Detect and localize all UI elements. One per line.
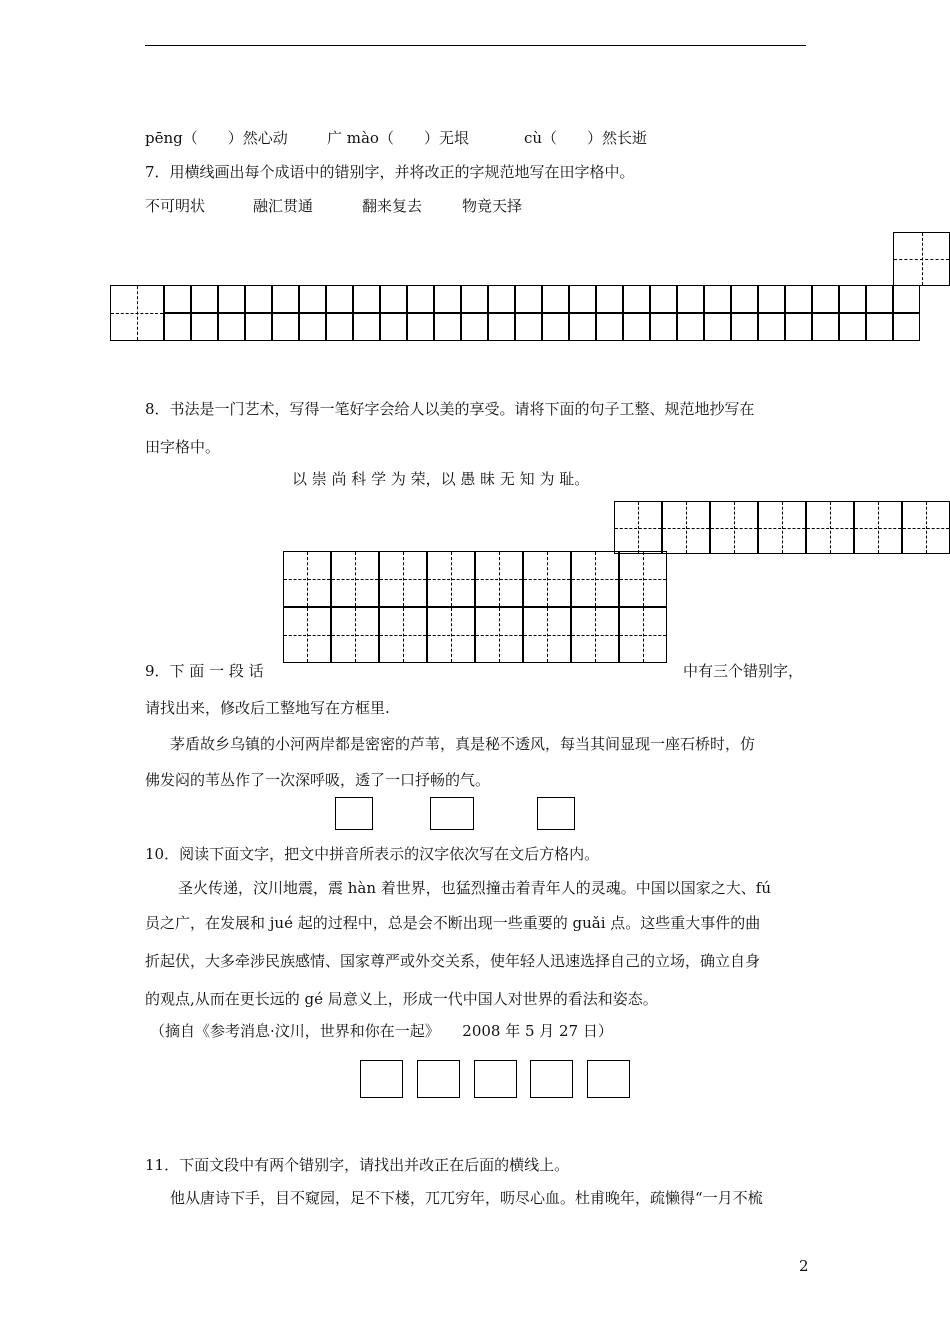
q7-grid-cell[interactable]: [218, 285, 245, 313]
q7-grid-cell[interactable]: [326, 285, 353, 313]
question-11-prompt: 11．下面文段中有两个错别字，请找出并改正在后面的横线上。: [145, 1156, 570, 1174]
q7-grid-cell[interactable]: [839, 285, 866, 313]
q7-grid-cell[interactable]: [407, 285, 434, 313]
q7-grid-cell[interactable]: [434, 285, 461, 313]
q10-answer-box-1[interactable]: [360, 1060, 403, 1098]
q7-grid-cell[interactable]: [380, 313, 407, 341]
q8-lower-grid-cell[interactable]: [427, 607, 475, 663]
q7-grid-cell[interactable]: [758, 313, 785, 341]
q7-grid-cell[interactable]: [191, 313, 218, 341]
question-8-prompt-line-1: 8．书法是一门艺术，写得一笔好字会给人以美的享受。请将下面的句子工整、规范地抄写在: [145, 400, 755, 418]
q7-grid-cell[interactable]: [218, 313, 245, 341]
q8-upper-grid-cell[interactable]: [902, 501, 950, 554]
idiom-4: 物竟天择: [462, 197, 523, 215]
q8-upper-grid-cell[interactable]: [806, 501, 854, 554]
q7-grid-cell[interactable]: [515, 285, 542, 313]
q10-line-4: 的观点,从而在更长远的 gé 局意义上，形成一代中国人对世界的看法和姿态。: [145, 990, 658, 1008]
q7-grid-cell[interactable]: [164, 285, 191, 313]
q7-grid-cell[interactable]: [650, 285, 677, 313]
q7-grid-cell[interactable]: [731, 313, 758, 341]
q8-upper-grid-cell[interactable]: [614, 501, 662, 554]
q7-corner-grid-cell[interactable]: [893, 232, 950, 286]
q7-grid-cell[interactable]: [785, 285, 812, 313]
q7-grid-cell[interactable]: [542, 313, 569, 341]
idiom-3: 翻来复去: [362, 197, 423, 215]
q8-lower-grid-cell[interactable]: [523, 607, 571, 663]
q7-grid-cell[interactable]: [569, 285, 596, 313]
q8-lower-grid-cell[interactable]: [571, 551, 619, 607]
header-rule: [145, 45, 806, 46]
q7-grid-cell[interactable]: [461, 313, 488, 341]
q7-grid-cell[interactable]: [245, 285, 272, 313]
q9-passage-line-1: 茅盾故乡乌镇的小河两岸都是密密的芦苇，真是秘不透风，每当其间显现一座石桥时，仿: [170, 735, 756, 753]
q8-upper-grid-cell[interactable]: [662, 501, 710, 554]
q7-grid-cell[interactable]: [704, 285, 731, 313]
q7-grid-cell[interactable]: [893, 313, 920, 341]
q7-grid-cell[interactable]: [299, 285, 326, 313]
q8-upper-grid-cell[interactable]: [854, 501, 902, 554]
q7-grid-cell[interactable]: [380, 285, 407, 313]
q7-grid-cell[interactable]: [272, 285, 299, 313]
idiom-2: 融汇贯通: [253, 197, 314, 215]
q7-grid-cell[interactable]: [407, 313, 434, 341]
q7-grid-cell[interactable]: [623, 313, 650, 341]
q7-grid-cell[interactable]: [677, 285, 704, 313]
q8-lower-grid-cell[interactable]: [331, 607, 379, 663]
q9-answer-box-1[interactable]: [335, 797, 373, 830]
q7-grid-cell[interactable]: [515, 313, 542, 341]
q10-answer-box-2[interactable]: [417, 1060, 460, 1098]
q8-lower-grid-cell[interactable]: [475, 607, 523, 663]
q8-lower-grid-cell[interactable]: [523, 551, 571, 607]
q7-grid-cell[interactable]: [434, 313, 461, 341]
q10-line-3: 折起伏，大多牵涉民族感情、国家尊严或外交关系，使年轻人迅速选择自己的立场，确立自身: [145, 952, 761, 970]
q7-grid-cell[interactable]: [650, 313, 677, 341]
q8-lower-grid-cell[interactable]: [283, 607, 331, 663]
q7-grid-cell[interactable]: [596, 313, 623, 341]
q7-grid-cell[interactable]: [272, 313, 299, 341]
q8-lower-grid-cell[interactable]: [619, 551, 667, 607]
q9-answer-box-3[interactable]: [537, 797, 575, 830]
q7-grid-cell[interactable]: [893, 285, 920, 313]
q7-grid-cell[interactable]: [785, 313, 812, 341]
q7-grid-cell[interactable]: [191, 285, 218, 313]
q8-lower-grid-cell[interactable]: [619, 607, 667, 663]
q7-grid-cell[interactable]: [488, 313, 515, 341]
q7-grid-cell[interactable]: [299, 313, 326, 341]
q8-lower-grid-cell[interactable]: [475, 551, 523, 607]
q7-grid-cell[interactable]: [812, 313, 839, 341]
q8-lower-grid-cell[interactable]: [379, 551, 427, 607]
q7-grid-cell[interactable]: [353, 313, 380, 341]
q10-source: （摘自《参考消息·汶川，世界和你在一起》 2008 年 5 月 27 日）: [150, 1022, 613, 1040]
q10-answer-box-3[interactable]: [474, 1060, 517, 1098]
q7-grid-cell[interactable]: [353, 285, 380, 313]
q7-grid-cell[interactable]: [704, 313, 731, 341]
q8-lower-grid-cell[interactable]: [379, 607, 427, 663]
question-7-prompt: 7．用横线画出每个成语中的错别字，并将改正的字规范地写在田字格中。: [145, 163, 635, 181]
q10-line-1: 圣火传递，汶川地震，震 hàn 着世界，也猛烈撞击着青年人的灵魂。中国以国家之大、fú: [178, 879, 772, 897]
q7-grid-cell[interactable]: [758, 285, 785, 313]
pinyin-item-1: pēng（ ）然心动: [145, 129, 288, 147]
question-10-prompt: 10．阅读下面文字，把文中拼音所表示的汉字依次写在文后方格内。: [145, 845, 600, 863]
q7-grid-cell[interactable]: [677, 313, 704, 341]
q8-sentence: 以 崇 尚 科 学 为 荣，以 愚 昧 无 知 为 耻。: [292, 470, 590, 488]
q7-grid-cell[interactable]: [461, 285, 488, 313]
question-8-prompt-line-2: 田字格中。: [145, 438, 221, 456]
q7-grid-cell[interactable]: [866, 285, 893, 313]
pinyin-item-3: cù（ ）然长逝: [524, 129, 648, 147]
q9-passage-line-2: 佛发闷的苇丛作了一次深呼吸，透了一口抒畅的气。: [145, 771, 491, 789]
page-number: 2: [799, 1257, 809, 1275]
q11-line-1: 他从唐诗下手，目不窥园，足不下楼，兀兀穷年，呖尽心血。杜甫晚年，疏懒得“一月不梳: [170, 1189, 763, 1207]
q7-grid-cell[interactable]: [245, 313, 272, 341]
q7-grid-cell[interactable]: [731, 285, 758, 313]
q7-grid-cell[interactable]: [839, 313, 866, 341]
q8-lower-grid-cell[interactable]: [331, 551, 379, 607]
q7-grid-cell[interactable]: [110, 285, 164, 341]
q9-answer-box-2[interactable]: [430, 797, 474, 830]
q7-grid-cell[interactable]: [164, 313, 191, 341]
question-9-prompt-right: 中有三个错别字，: [683, 662, 804, 680]
q7-grid-cell[interactable]: [812, 285, 839, 313]
q7-grid-cell[interactable]: [488, 285, 515, 313]
q10-line-2: 员之广，在发展和 jué 起的过程中，总是会不断出现一些重要的 guǎi 点。这些重大事件的曲: [145, 914, 761, 932]
q8-lower-grid-cell[interactable]: [427, 551, 475, 607]
q8-lower-grid-cell[interactable]: [283, 551, 331, 607]
q7-grid-cell[interactable]: [623, 285, 650, 313]
idiom-1: 不可明状: [145, 197, 206, 215]
pinyin-item-2: 广 mào（ ）无垠: [327, 129, 469, 147]
q7-grid-cell[interactable]: [596, 285, 623, 313]
q7-grid-cell[interactable]: [569, 313, 596, 341]
q8-upper-grid-cell[interactable]: [758, 501, 806, 554]
q7-grid-cell[interactable]: [326, 313, 353, 341]
question-9-prompt-left: 9．下 面 一 段 话: [145, 662, 264, 680]
q8-lower-grid-cell[interactable]: [571, 607, 619, 663]
q10-answer-box-4[interactable]: [530, 1060, 573, 1098]
q8-upper-grid-cell[interactable]: [710, 501, 758, 554]
q7-grid-cell[interactable]: [866, 313, 893, 341]
q7-grid-cell[interactable]: [542, 285, 569, 313]
question-9-prompt-line-2: 请找出来，修改后工整地写在方框里.: [145, 699, 390, 717]
q10-answer-box-5[interactable]: [587, 1060, 630, 1098]
